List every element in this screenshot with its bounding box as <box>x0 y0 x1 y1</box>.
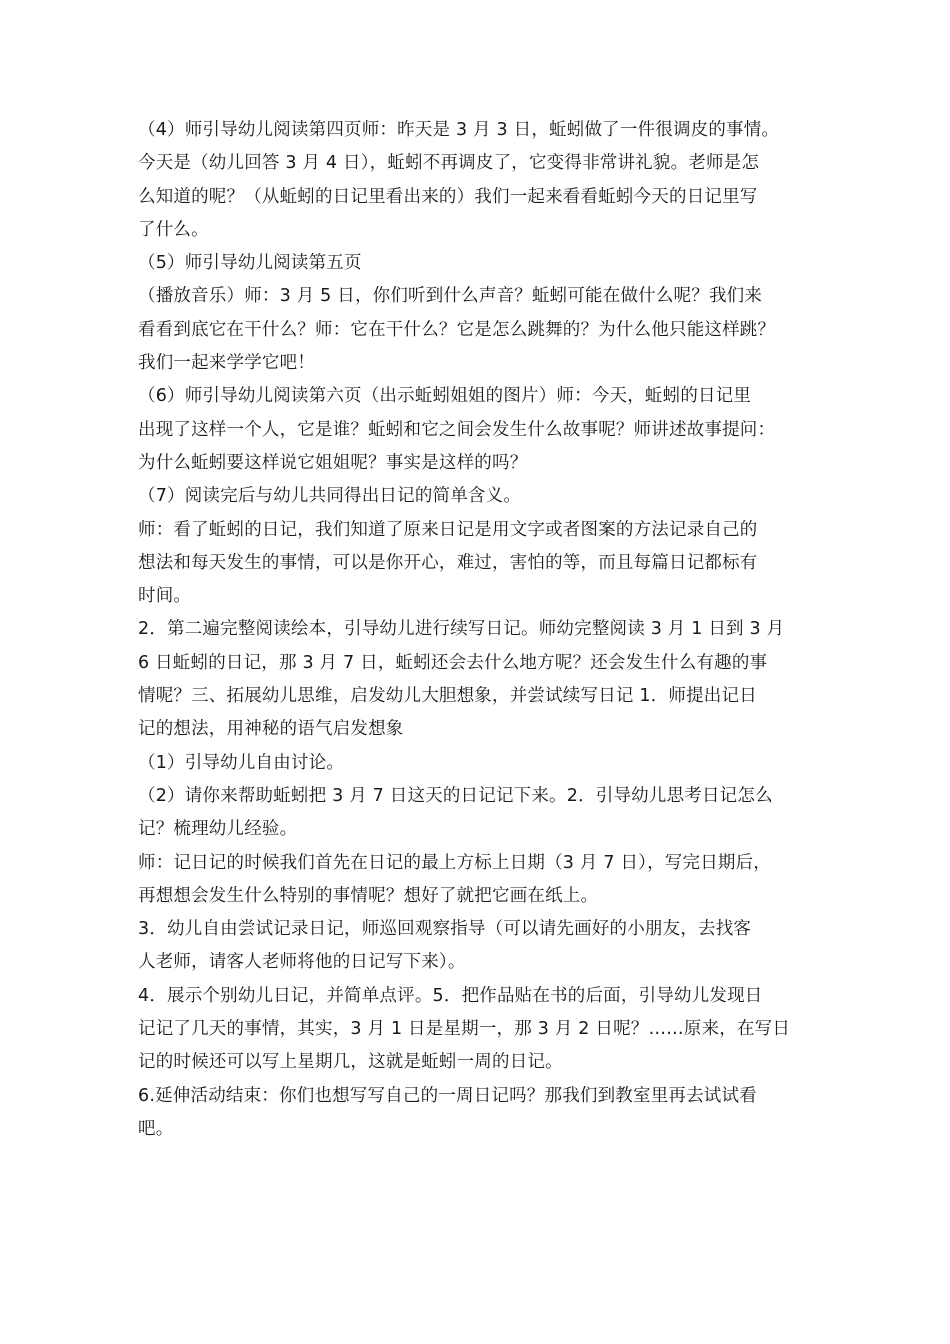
text-line: 再想想会发生什么特别的事情呢？想好了就把它画在纸上。 <box>138 885 599 906</box>
document-body <box>138 114 828 1146</box>
text-line: 师：记日记的时候我们首先在日记的最上方标上日期（3 月 7 日），写完日期后， <box>138 852 772 873</box>
text-line: 想法和每天发生的事情，可以是你开心，难过，害怕的等，而且每篇日记都标有 <box>138 552 758 573</box>
text-line: （播放音乐）师：3 月 5 日，你们听到什么声音？蚯蚓可能在做什么呢？我们来 <box>138 286 763 307</box>
text-line: 出现了这样一个人，它是谁？蚯蚓和它之间会发生什么故事呢？师讲述故事提问： <box>138 419 776 440</box>
text-line: 记记了几天的事情，其实，3 月 1 日是星期一，那 3 月 2 日呢？……原来，在写日 <box>138 1019 791 1040</box>
text-line: 为什么蚯蚓要这样说它姐姐呢？事实是这样的吗？ <box>138 452 528 473</box>
text-line: （7）阅读完后与幼儿共同得出日记的简单含义。 <box>138 486 522 507</box>
text-line: （2）请你来帮助蚯蚓把 3 月 7 日这天的日记记下来。2．引导幼儿思考日记怎么 <box>138 785 773 806</box>
text-line: 时间。 <box>138 586 192 607</box>
text-line: 3．幼儿自由尝试记录日记，师巡回观察指导（可以请先画好的小朋友，去找客 <box>138 919 752 940</box>
text-line: 吧。 <box>138 1118 174 1139</box>
text-line: 么知道的呢？（从蚯蚓的日记里看出来的）我们一起来看看蚯蚓今天的日记里写 <box>138 186 758 207</box>
text-line: （4）师引导幼儿阅读第四页师：昨天是 3 月 3 日，蚯蚓做了一件很调皮的事情。 <box>138 120 780 140</box>
text-line: （5）师引导幼儿阅读第五页 <box>138 253 362 274</box>
text-line: 4．展示个别幼儿日记，并简单点评。5．把作品贴在书的后面，引导幼儿发现日 <box>138 985 763 1006</box>
text-line: 记的想法，用神秘的语气启发想象 <box>138 719 404 740</box>
text-line: 师：看了蚯蚓的日记，我们知道了原来日记是用文字或者图案的方法记录自己的 <box>138 519 758 540</box>
text-line: 今天是（幼儿回答 3 月 4 日），蚯蚓不再调皮了，它变得非常讲礼貌。老师是怎 <box>138 153 760 174</box>
text-line: 6 日蚯蚓的日记，那 3 月 7 日，蚯蚓还会去什么地方呢？还会发生什么有趣的事 <box>138 652 768 673</box>
text-line: 6.延伸活动结束：你们也想写写自己的一周日记吗？那我们到教室里再去试试看 <box>138 1085 757 1106</box>
text-line: （6）师引导幼儿阅读第六页（出示蚯蚓姐姐的图片）师：今天，蚯蚓的日记里 <box>138 386 752 407</box>
text-line: 2．第二遍完整阅读绘本，引导幼儿进行续写日记。师幼完整阅读 3 月 1 日到 3 月 <box>138 619 785 640</box>
text-line: 我们一起来学学它吧！ <box>138 353 315 374</box>
text-line: 了什么。 <box>138 219 209 240</box>
text-line: 情呢？三、拓展幼儿思维，启发幼儿大胆想象，并尝试续写日记 1．师提出记日 <box>138 686 757 707</box>
text-line: 记的时候还可以写上星期几，这就是蚯蚓一周的日记。 <box>138 1052 563 1073</box>
text-line: 看看到底它在干什么？师：它在干什么？它是怎么跳舞的？为什么他只能这样跳？ <box>138 319 776 340</box>
text-line: （1）引导幼儿自由讨论。 <box>138 752 345 773</box>
text-line: 人老师，请客人老师将他的日记写下来）。 <box>138 952 466 973</box>
text-line: 记？梳理幼儿经验。 <box>138 819 298 840</box>
